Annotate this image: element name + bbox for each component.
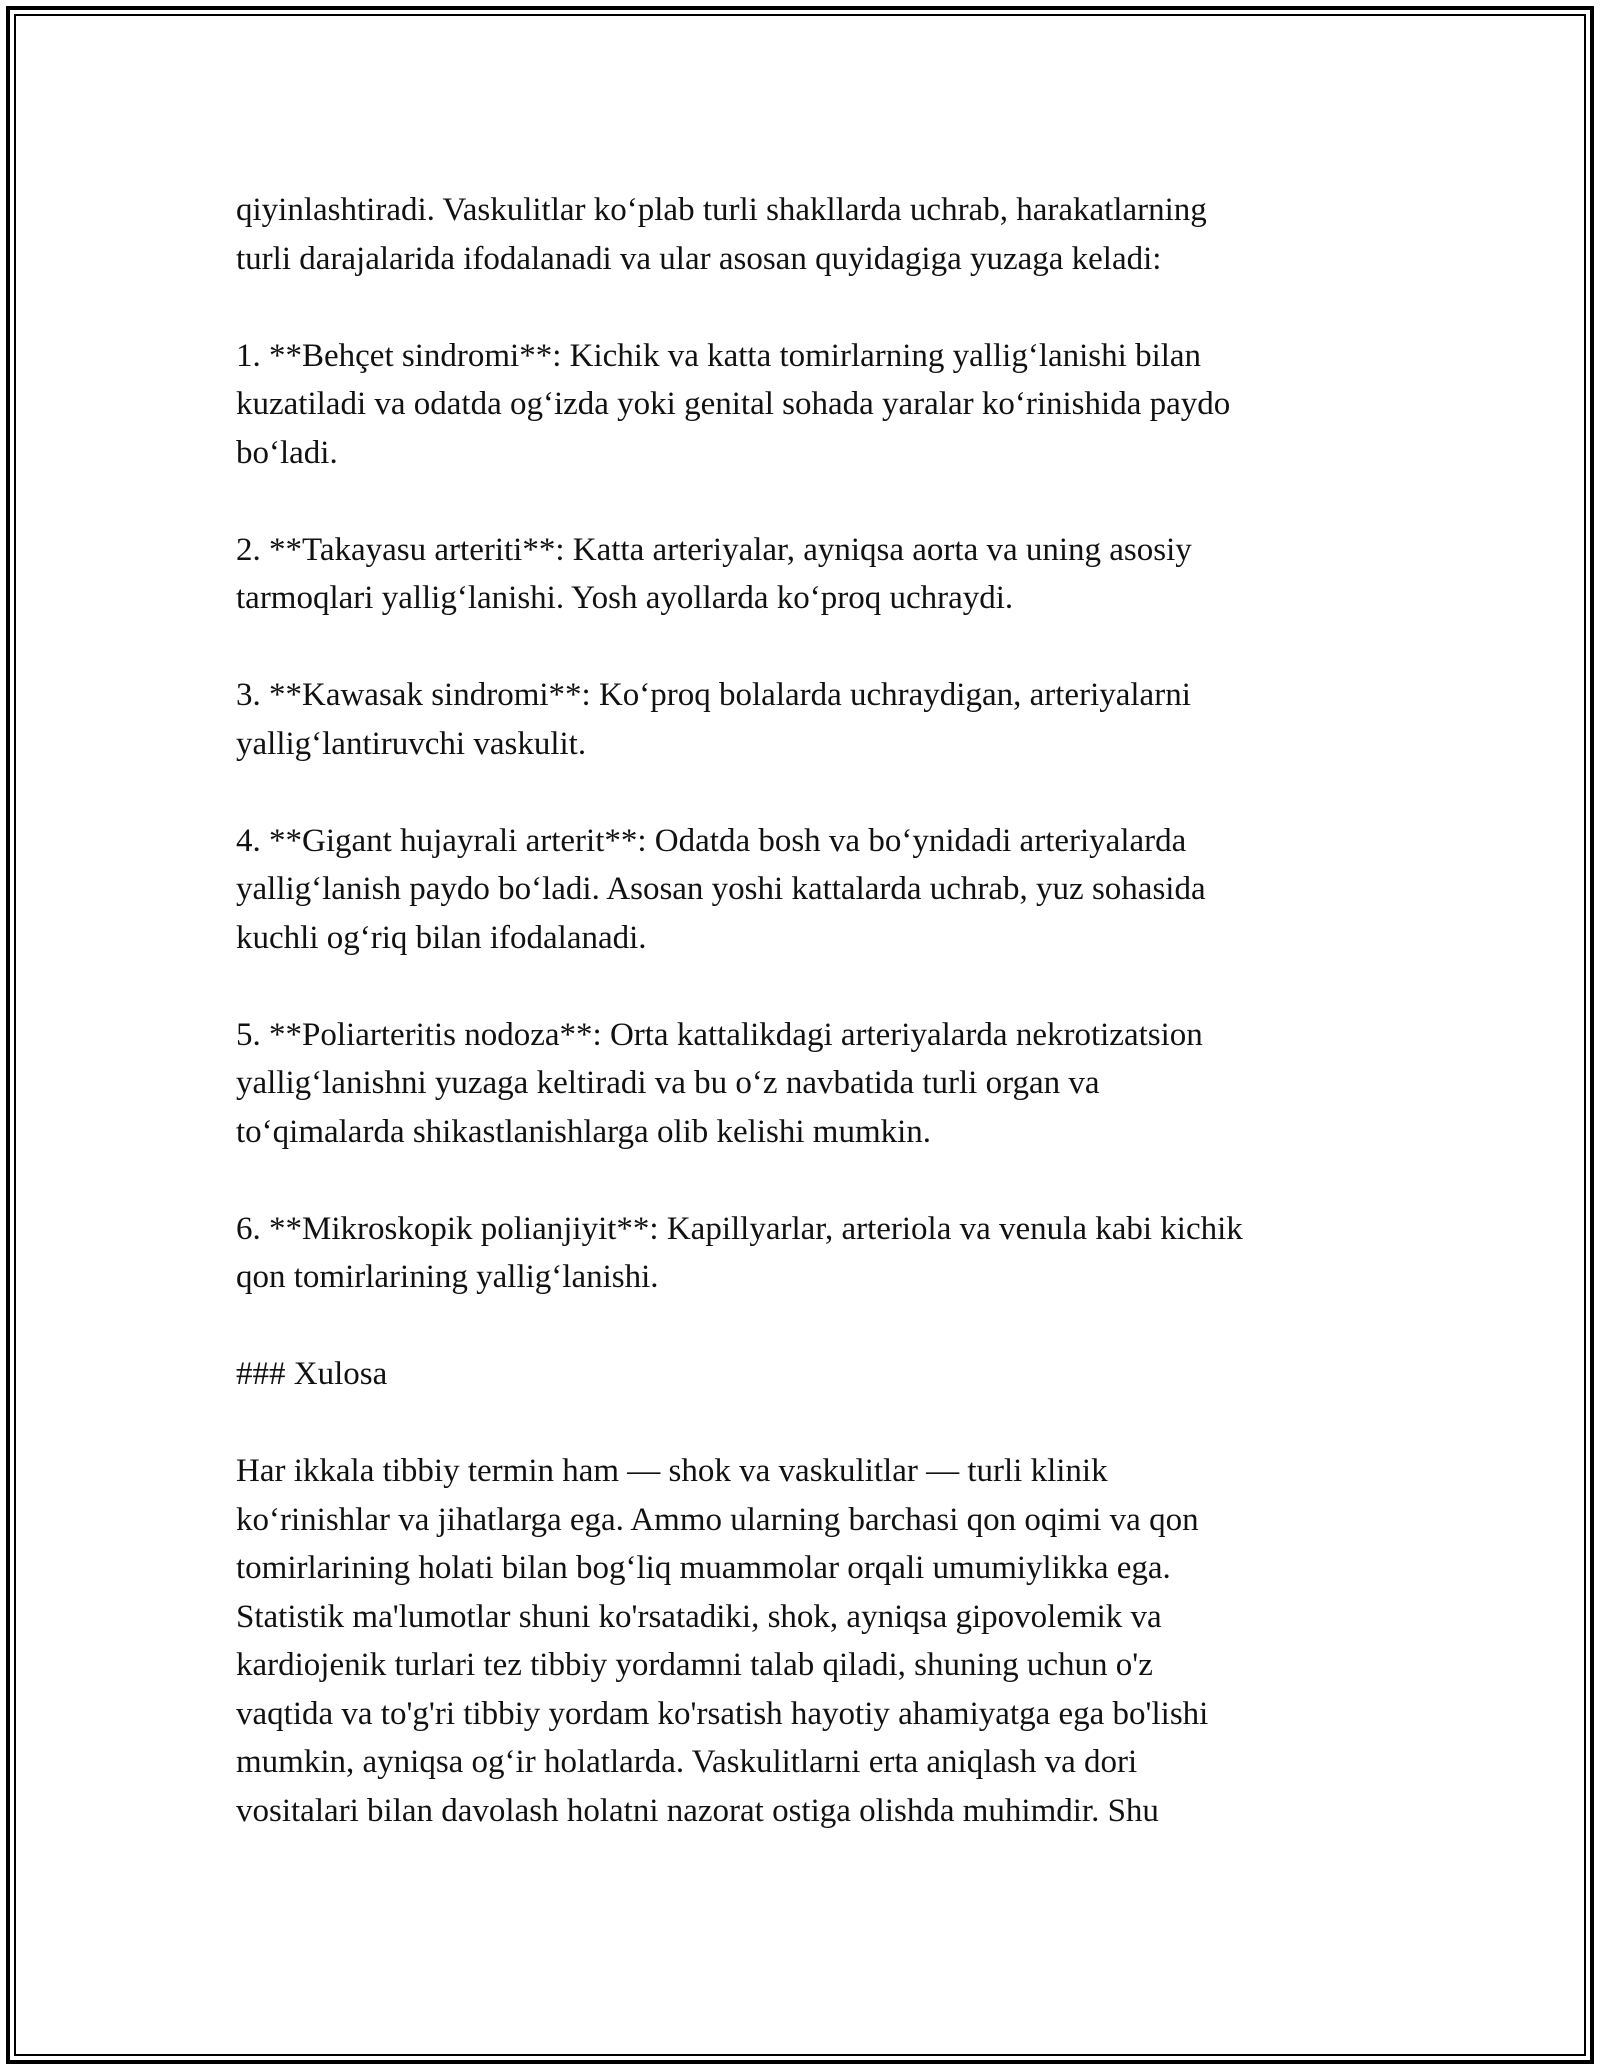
list-item-giant-cell: 4. **Gigant hujayrali arterit**: Odatda bosh va bo‘ynidadi arteriyalarda yallig‘lanish paydo bo‘ladi. Asosan yoshi kattalarda uchrab, yuz sohasida kuchli og‘riq bilan ifodalanadi.: [236, 822, 1206, 956]
list-item-polyarteritis: 5. **Poliarteritis nodoza**: Orta kattalikdagi arteriyalarda nekrotizatsion yallig‘lanishni yuzaga keltiradi va bu o‘z navbatida turli organ va to‘qimalarda shikastlanishlarga olib kelishi mumkin.: [236, 1016, 1203, 1150]
section-heading: ### Xulosa: [236, 1356, 388, 1392]
list-item-kawasaki: 3. **Kawasak sindromi**: Ko‘proq bolalarda uchraydigan, arteriyalarni yallig‘lantiruvchi vaskulit.: [236, 677, 1191, 762]
document-body: [236, 186, 1386, 1835]
intro-paragraph: qiyinlashtiradi. Vaskulitlar ko‘plab turli shakllarda uchrab, harakatlarning turli darajalarida ifodalanadi va ular asosan quyidagiga yuzaga keladi:: [236, 192, 1207, 277]
list-item-behcet: 1. **Behçet sindromi**: Kichik va katta tomirlarning yallig‘lanishi bilan kuzatiladi va odatda og‘izda yoki genital sohada yaralar ko‘rinishida paydo bo‘ladi.: [236, 337, 1231, 471]
list-item-takayasu: 2. **Takayasu arteriti**: Katta arteriyalar, ayniqsa aorta va uning asosiy tarmoqlari yallig‘lanishi. Yosh ayollarda ko‘proq uchraydi.: [236, 531, 1192, 616]
list-item-microscopic: 6. **Mikroskopik polianjiyit**: Kapillyarlar, arteriola va venula kabi kichik qon tomirlarining yallig‘lanishi.: [236, 1210, 1243, 1295]
conclusion-paragraph: Har ikkala tibbiy termin ham — shok va vaskulitlar — turli klinik ko‘rinishlar va jihatlarga ega. Ammo ularning barchasi qon oqimi va qon tomirlarining holati bilan bog‘liq muammolar orqali umumiylikka ega. Statistik ma'lumotlar shuni ko'rsatadiki, shok, ayniqsa gipovolemik va kardiojenik turlari tez tibbiy yordamni talab qiladi, shuning uchun o'z vaqtida va to'g'ri tibbiy yordam ko'rsatish hayotiy ahamiyatga ega bo'lishi mumkin, ayniqsa og‘ir holatlarda. Vaskulitlarni erta aniqlash va dori vositalari bilan davolash holatni nazorat ostiga olishda muhimdir. Shu: [236, 1453, 1209, 1829]
